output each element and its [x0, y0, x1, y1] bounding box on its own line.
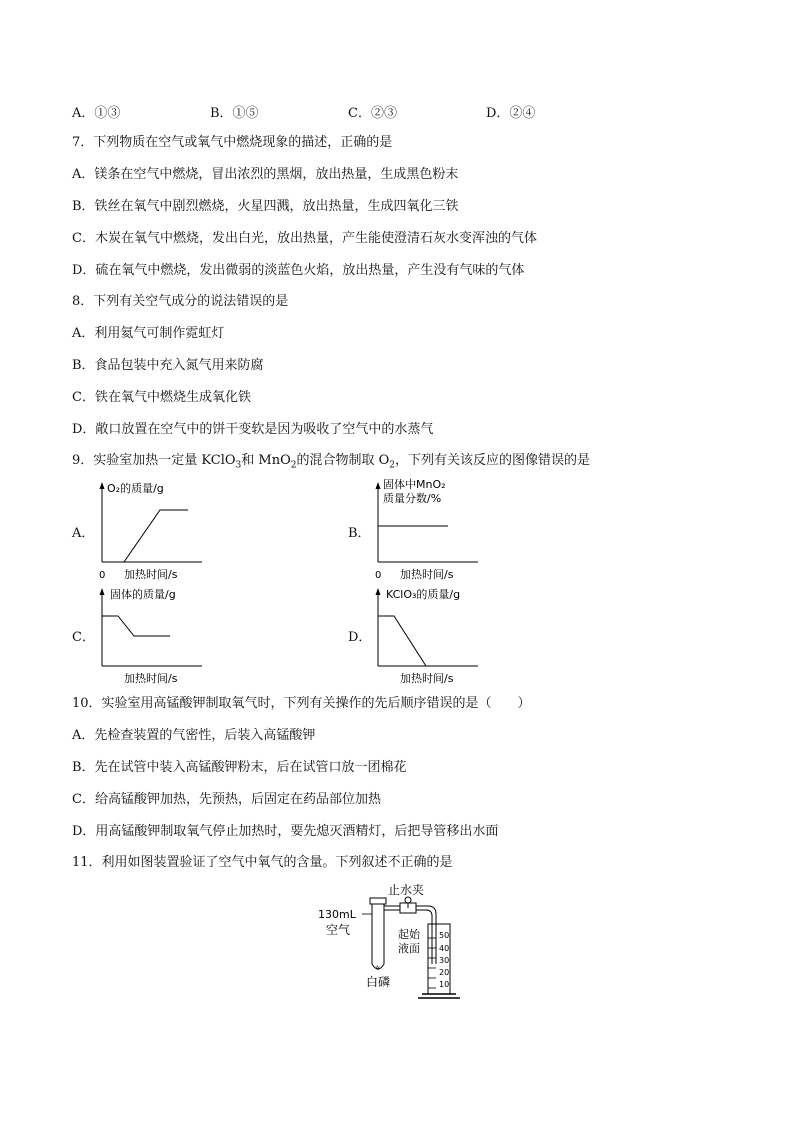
tick-50: 50 — [439, 931, 450, 940]
q11-stem: 11．利用如图装置验证了空气中氧气的含量。下列叙述不正确的是 — [72, 855, 453, 870]
graph-b-ylabel: 固体中MnO₂ — [383, 478, 446, 491]
q10-option-a: A．先检查装置的气密性，后装入高锰酸钾 — [72, 728, 316, 743]
q6-option-d: D．②④ — [486, 106, 536, 121]
apparatus-diagram — [318, 880, 478, 1008]
stop-clamp — [400, 897, 416, 913]
phosphorus-label: 白磷 — [366, 975, 391, 989]
q10-stem: 10．实验室用高锰酸钾制取氧气时，下列有关操作的先后顺序错误的是（ ） — [72, 696, 531, 711]
q9-stem-part3: 的混合物制取 O — [296, 453, 390, 468]
graph-b — [366, 478, 486, 584]
clamp-label: 止水夹 — [388, 883, 425, 897]
graph-b-origin: 0 — [375, 570, 382, 581]
q8-option-a: A．利用氦气可制作霓虹灯 — [72, 326, 225, 341]
q9-stem-part1: 9．实验室加热一定量 KClO — [72, 453, 236, 468]
graph-b-xlabel: 加热时间/s — [400, 568, 454, 581]
graph-a — [90, 478, 210, 584]
q9-stem — [72, 452, 590, 475]
q10-option-b: B．先在试管中装入高锰酸钾粉末，后在试管口放一团棉花 — [72, 760, 407, 775]
graph-c-letter: C． — [72, 630, 95, 645]
graph-a-letter: A． — [72, 526, 95, 541]
graph-b-letter: B． — [348, 526, 371, 541]
volume-label: 130mL — [318, 908, 356, 921]
graph-d-xlabel: 加热时间/s — [400, 672, 454, 685]
q7-option-d: D．硫在氧气中燃烧，发出微弱的淡蓝色火焰，放出热量，产生没有气味的气体 — [72, 263, 525, 278]
tick-30: 30 — [439, 956, 450, 965]
q8-option-b: B．食品包装中充入氮气用来防腐 — [72, 358, 264, 373]
test-tube — [362, 898, 386, 972]
q9-sub-2a: 2 — [290, 460, 297, 471]
tick-40: 40 — [439, 944, 450, 953]
graph-c-xlabel: 加热时间/s — [124, 672, 178, 685]
q6-option-c: C．②③ — [348, 106, 397, 121]
level-label: 液面 — [398, 942, 420, 955]
graph-c-ylabel: 固体的质量/g — [110, 588, 176, 601]
q9-sub-2b: 2 — [389, 460, 396, 471]
q7-option-b: B．铁丝在氧气中剧烈燃烧，火星四溅，放出热量，生成四氧化三铁 — [72, 199, 459, 214]
air-label: 空气 — [326, 923, 351, 937]
q6-option-a: A．①③ — [72, 106, 121, 121]
q6-option-b: B．①⑤ — [210, 106, 259, 121]
q8-option-c: C．铁在氧气中燃烧生成氧化铁 — [72, 390, 251, 405]
q9-stem-part2: 和 MnO — [241, 453, 291, 468]
q10-option-d: D．用高锰酸钾制取氧气停止加热时，要先熄灭酒精灯，后把导管移出水面 — [72, 824, 499, 839]
svg-text:✲: ✲ — [375, 965, 381, 972]
start-label: 起始 — [398, 928, 420, 941]
graph-d — [366, 584, 486, 690]
q7-stem: 7．下列物质在空气或氧气中燃烧现象的描述，正确的是 — [72, 135, 393, 150]
q7-option-a: A．镁条在空气中燃烧，冒出浓烈的黑烟，放出热量，生成黑色粉末 — [72, 167, 459, 182]
graph-a-xlabel: 加热时间/s — [124, 568, 178, 581]
graph-d-ylabel: KClO₃的质量/g — [386, 588, 461, 601]
q8-stem: 8．下列有关空气成分的说法错误的是 — [72, 294, 289, 309]
graph-a-ylabel: O₂的质量/g — [107, 482, 164, 495]
graph-c — [90, 584, 210, 690]
q7-option-c: C．木炭在氧气中燃烧，发出白光，放出热量，产生能使澄清石灰水变浑浊的气体 — [72, 231, 537, 246]
tick-10: 10 — [439, 980, 450, 989]
q9-sub-3: 3 — [235, 460, 242, 471]
q8-option-d: D．敞口放置在空气中的饼干变软是因为吸收了空气中的水蒸气 — [72, 422, 434, 437]
graph-b-ylabel2: 质量分数/% — [383, 492, 442, 505]
graph-a-origin: 0 — [99, 570, 106, 581]
graph-d-letter: D． — [348, 630, 372, 645]
tick-20: 20 — [439, 968, 450, 977]
q9-stem-part4: ，下列有关该反应的图像错误的是 — [395, 453, 591, 468]
q10-option-c: C．给高锰酸钾加热，先预热，后固定在药品部位加热 — [72, 792, 381, 807]
